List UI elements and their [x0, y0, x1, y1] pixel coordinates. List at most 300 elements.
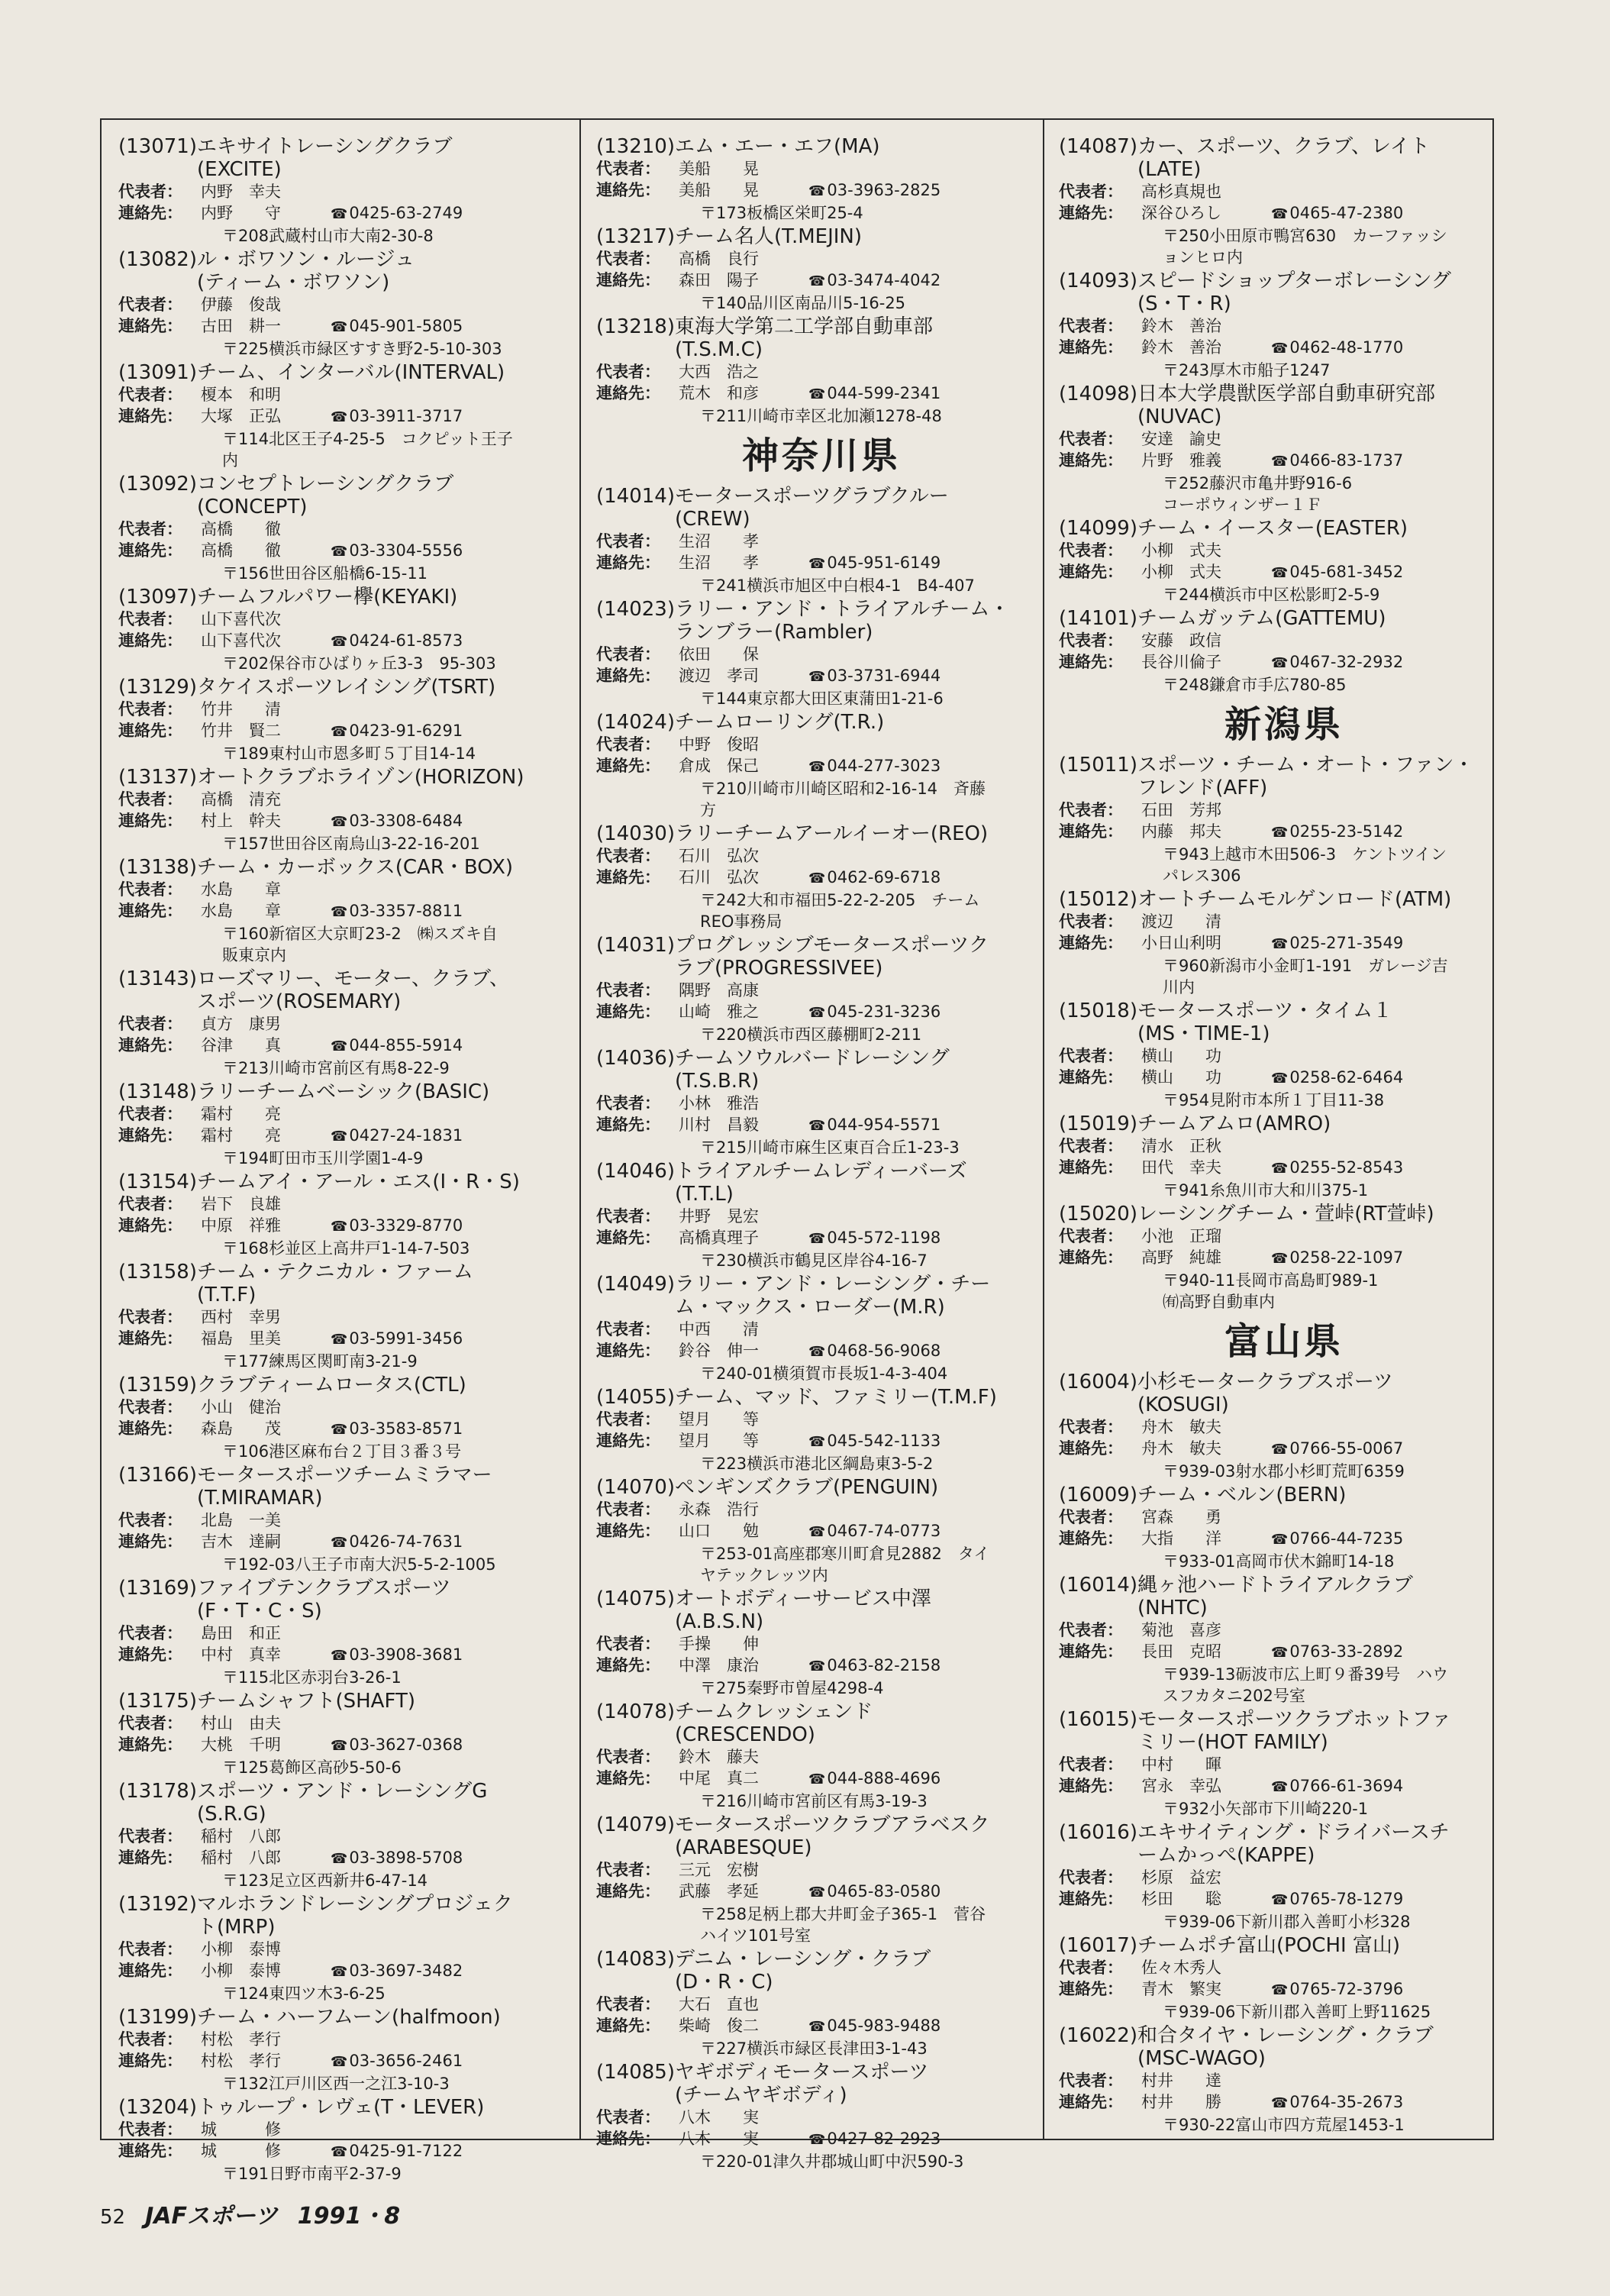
contact-name: 杉田 聡 — [1141, 1890, 1221, 1908]
representative-name: 鈴木 善治 — [1141, 317, 1221, 335]
contact-row — [118, 810, 569, 833]
club-code: (14049) — [596, 1273, 675, 1296]
contact-name: 小柳 式夫 — [1141, 563, 1221, 581]
representative-row — [1059, 1619, 1509, 1641]
representative-row — [596, 1859, 1047, 1881]
contact-row — [1059, 1775, 1509, 1798]
representative-row — [118, 1623, 569, 1644]
contact-row — [118, 1418, 569, 1441]
address: 〒275秦野市曽屋4298-4 — [700, 1679, 884, 1697]
representative-row — [1059, 2070, 1509, 2091]
club-title — [1059, 1821, 1509, 1867]
club-title — [118, 1464, 569, 1510]
club-entry — [1059, 607, 1509, 696]
contact-name: 森島 茂 — [201, 1419, 281, 1438]
representative-row — [596, 980, 1047, 1001]
club-entry — [1059, 754, 1509, 886]
representative-label: 代表者： — [1059, 1508, 1123, 1526]
representative-name: 石田 芳邦 — [1141, 801, 1221, 819]
club-title — [1059, 754, 1509, 799]
representative-row — [118, 1939, 569, 1960]
contact-row — [118, 202, 569, 225]
club-name: チームクレッシェンド (CRESCENDO) — [675, 1700, 873, 1746]
representative-label: 代表者： — [596, 363, 660, 381]
contact-row — [1059, 1978, 1509, 2001]
representative-row — [118, 518, 569, 540]
representative-label: 代表者： — [596, 1320, 660, 1339]
club-entry — [596, 485, 1047, 596]
representative-name: 西村 幸男 — [201, 1308, 281, 1326]
address: 〒225横浜市緑区すすき野2-5-10-303 — [222, 340, 502, 358]
club-title — [596, 225, 1047, 248]
contact-label: 連絡先： — [118, 407, 182, 425]
representative-name: 伊藤 俊哉 — [201, 295, 281, 314]
representative-name: 依田 保 — [679, 645, 759, 664]
club-entry — [118, 1080, 569, 1169]
representative-row — [596, 248, 1047, 270]
address: 〒115北区赤羽台3-26-1 — [222, 1668, 402, 1687]
representative-label: 代表者： — [596, 1094, 660, 1112]
club-name: チームアイ・アール・エス(I・R・S) — [197, 1171, 520, 1193]
representative-row — [1059, 1135, 1509, 1157]
club-code: (14024) — [596, 711, 675, 734]
representative-row — [596, 734, 1047, 755]
contact-row — [596, 1655, 1047, 1678]
representative-name: 高橋 徹 — [201, 520, 281, 538]
contact-label: 連絡先： — [596, 1522, 660, 1540]
contact-label: 連絡先： — [118, 1645, 182, 1664]
address: 〒933-01高岡市伏木錦町14-18 — [1163, 1552, 1395, 1571]
club-code: (13217) — [596, 225, 675, 248]
contact-row — [596, 1768, 1047, 1791]
prefecture-heading: 富山県 — [1224, 1320, 1344, 1363]
club-entry — [1059, 1203, 1509, 1313]
club-name: タケイスポーツレイシング(TSRT) — [197, 676, 496, 699]
club-code: (13082) — [118, 248, 197, 271]
contact-name: 村上 幹夫 — [201, 812, 281, 830]
club-entry — [596, 1813, 1047, 1946]
representative-name: 井野 晃宏 — [679, 1207, 759, 1226]
club-title — [596, 1587, 1047, 1633]
contact-row — [596, 867, 1047, 890]
contact-name: 内野 守 — [201, 204, 281, 222]
phone-number: ☎ 044-954-5571 — [808, 1114, 1047, 1137]
representative-name: 大西 浩之 — [679, 363, 759, 381]
contact-row — [118, 1531, 569, 1554]
phone-number: ☎ 045-681-3452 — [1271, 561, 1509, 584]
club-title — [1059, 1371, 1509, 1416]
club-name: オートクラブホライゾン(HORIZON) — [197, 766, 524, 789]
representative-row — [118, 1103, 569, 1125]
representative-label: 代表者： — [596, 160, 660, 178]
contact-name: 高野 純雄 — [1141, 1248, 1221, 1267]
club-code: (15011) — [1059, 754, 1137, 777]
club-title — [1059, 1934, 1509, 1957]
representative-label: 代表者： — [118, 295, 182, 314]
magazine-logo: JAFスポーツ — [145, 2203, 278, 2230]
contact-label: 連絡先： — [1059, 2093, 1123, 2111]
representative-label: 代表者： — [1059, 541, 1123, 560]
phone-number: ☎ 03-3583-8571 — [331, 1418, 569, 1441]
representative-label: 代表者： — [596, 1207, 660, 1226]
contact-name: 高橋真理子 — [679, 1229, 759, 1247]
representative-name: 横山 功 — [1141, 1047, 1221, 1065]
address: 〒932小矢部市下川崎220-1 — [1163, 1800, 1369, 1818]
club-title — [1059, 1484, 1509, 1506]
club-code: (16014) — [1059, 1574, 1137, 1597]
contact-row — [118, 2140, 569, 2163]
representative-name: 岩下 良雄 — [201, 1195, 281, 1213]
phone-number: ☎ 0258-22-1097 — [1271, 1247, 1509, 1270]
club-entry — [118, 1780, 569, 1891]
club-entry — [596, 1160, 1047, 1271]
phone-number: ☎ 0766-55-0067 — [1271, 1438, 1509, 1461]
club-entry — [1059, 270, 1509, 381]
club-name: ヤギボディモータースポーツ (チームヤギボディ) — [675, 2061, 929, 2107]
club-code: (14101) — [1059, 607, 1137, 630]
phone-number: ☎ 0468-56-9068 — [808, 1340, 1047, 1363]
club-title — [118, 1577, 569, 1623]
club-code: (13175) — [118, 1690, 197, 1713]
representative-row — [1059, 540, 1509, 561]
contact-name: 舟木 敏夫 — [1141, 1439, 1221, 1458]
address: 〒140品川区南品川5-16-25 — [700, 294, 906, 312]
contact-label: 連絡先： — [596, 271, 660, 289]
phone-number: ☎ 03-3731-6944 — [808, 665, 1047, 688]
representative-name: 杉原 益宏 — [1141, 1868, 1221, 1887]
representative-row — [118, 1306, 569, 1328]
club-code: (14087) — [1059, 135, 1137, 158]
representative-row — [1059, 911, 1509, 932]
contact-label: 連絡先： — [118, 1419, 182, 1438]
representative-label: 代表者： — [118, 182, 182, 201]
contact-label: 連絡先： — [1059, 204, 1123, 222]
address: 〒253-01高座郡寒川町倉見2882 タイ ヤテックレッツ内 — [700, 1545, 990, 1584]
contact-name: 長谷川倫子 — [1141, 653, 1221, 671]
phone-number: ☎ 0765-72-3796 — [1271, 1978, 1509, 2001]
phone-number: ☎ 0425-91-7122 — [331, 2140, 569, 2163]
club-code: (16004) — [1059, 1371, 1137, 1393]
representative-row — [118, 384, 569, 405]
address: 〒230横浜市鶴見区岸谷4-16-7 — [700, 1251, 928, 1270]
club-code: (16017) — [1059, 1934, 1137, 1957]
representative-name: 竹井 清 — [201, 700, 281, 719]
contact-label: 連絡先： — [596, 554, 660, 572]
club-code: (16016) — [1059, 1821, 1137, 1844]
contact-name: 宮永 幸弘 — [1141, 1777, 1221, 1795]
representative-name: 鈴木 藤夫 — [679, 1748, 759, 1766]
club-entry — [1059, 1821, 1509, 1933]
contact-row — [596, 1340, 1047, 1363]
contact-row — [596, 1430, 1047, 1453]
contact-label: 連絡先： — [596, 868, 660, 886]
phone-number: ☎ 0467-32-2932 — [1271, 651, 1509, 674]
club-title — [1059, 383, 1509, 428]
contact-label: 連絡先： — [1059, 563, 1123, 581]
contact-label: 連絡先： — [596, 1116, 660, 1134]
representative-label: 代表者： — [596, 1995, 660, 2013]
phone-number: ☎ 0427-82-2923 — [808, 2128, 1047, 2151]
phone-number: ☎ 0425-63-2749 — [331, 202, 569, 225]
address: 〒213川崎市宮前区有馬8-22-9 — [222, 1059, 450, 1077]
club-name: エム・エー・エフ(MA) — [675, 135, 880, 158]
contact-label: 連絡先： — [596, 1769, 660, 1787]
representative-row — [118, 609, 569, 630]
contact-label: 連絡先： — [118, 1036, 182, 1054]
club-entry — [596, 225, 1047, 314]
contact-label: 連絡先： — [1059, 1439, 1123, 1458]
prefecture-heading: 新潟県 — [1224, 703, 1344, 746]
contact-name: 望月 等 — [679, 1432, 759, 1450]
club-title — [596, 1386, 1047, 1409]
representative-name: 宮森 勇 — [1141, 1508, 1221, 1526]
contact-row — [596, 1881, 1047, 1904]
contact-label: 連絡先： — [596, 2017, 660, 2035]
representative-name: 小柳 泰博 — [201, 1940, 281, 1959]
club-entry — [596, 1047, 1047, 1158]
phone-number: ☎ 0766-61-3694 — [1271, 1775, 1509, 1798]
phone-number: ☎ 0765-78-1279 — [1271, 1888, 1509, 1911]
club-code: (14046) — [596, 1160, 675, 1183]
address: 〒216川崎市宮前区有馬3-19-3 — [700, 1792, 928, 1810]
address: 〒248鎌倉市手広780-85 — [1163, 676, 1347, 694]
club-title — [1059, 1112, 1509, 1135]
contact-label: 連絡先： — [1059, 451, 1123, 470]
contact-name: 内藤 邦夫 — [1141, 822, 1221, 841]
address: 〒211川崎市幸区北加瀬1278-48 — [700, 407, 942, 425]
club-code: (15018) — [1059, 999, 1137, 1022]
club-code: (13199) — [118, 2006, 197, 2029]
contact-name: 柴崎 俊二 — [679, 2017, 759, 2035]
club-name: チーム・イースター(EASTER) — [1137, 517, 1408, 540]
contact-row — [118, 1125, 569, 1148]
contact-label: 連絡先： — [118, 1532, 182, 1551]
contact-row — [1059, 651, 1509, 674]
club-entry — [596, 1386, 1047, 1474]
contact-row — [118, 1734, 569, 1757]
representative-name: 村井 達 — [1141, 2072, 1221, 2090]
contact-name: 鈴木 善治 — [1141, 338, 1221, 357]
contact-name: 武藤 孝延 — [679, 1882, 759, 1900]
club-name: ラリー・アンド・トライアルチーム・ ランブラー(Rambler) — [675, 598, 1010, 644]
contact-row — [596, 1520, 1047, 1543]
address: 〒930-22富山市四方荒屋1453-1 — [1163, 2116, 1405, 2134]
club-title — [118, 473, 569, 518]
club-name: 東海大学第二工学部自動車部 (T.S.M.C) — [675, 315, 934, 361]
address: 〒156世田谷区船橋6-15-11 — [222, 564, 428, 583]
phone-number: ☎ 0466-83-1737 — [1271, 450, 1509, 473]
club-title — [118, 2006, 569, 2029]
club-title — [1059, 888, 1509, 911]
club-name: 小杉モータークラブスポーツ (KOSUGI) — [1137, 1371, 1393, 1416]
representative-label: 代表者： — [118, 2030, 182, 2049]
representative-name: 菊池 喜彦 — [1141, 1621, 1221, 1639]
contact-name: 石川 弘次 — [679, 868, 759, 886]
club-name: カー、スポーツ、クラブ、レイト (LATE) — [1137, 135, 1430, 181]
club-code: (13138) — [118, 856, 197, 879]
address: 〒215川崎市麻生区東百合丘1-23-3 — [700, 1138, 960, 1157]
address: 〒106港区麻布台２丁目３番３号 — [222, 1442, 462, 1461]
contact-name: 荒木 和彦 — [679, 384, 759, 402]
phone-number: ☎ 03-3304-5556 — [331, 540, 569, 563]
club-title — [596, 822, 1047, 845]
address: 〒250小田原市鴨宮630 カーファッシ ョンヒロ内 — [1163, 227, 1447, 266]
representative-name: 安藤 政信 — [1141, 631, 1221, 650]
club-title — [1059, 1203, 1509, 1226]
contact-name: 長田 克昭 — [1141, 1642, 1221, 1661]
representative-label: 代表者： — [1059, 912, 1123, 931]
contact-name: 小日山利明 — [1141, 934, 1221, 952]
address: 〒189東村山市恩多町５丁目14-14 — [222, 744, 476, 763]
phone-number: ☎ 045-572-1198 — [808, 1227, 1047, 1250]
club-name: 縄ヶ池ハードトライアルクラブ (NHTC) — [1137, 1574, 1413, 1619]
representative-row — [118, 2119, 569, 2140]
club-entry — [596, 711, 1047, 821]
contact-row — [596, 179, 1047, 202]
club-entry — [1059, 888, 1509, 998]
club-entry — [1059, 1574, 1509, 1707]
representative-row — [118, 879, 569, 900]
address: 〒191日野市南平2-37-9 — [222, 2165, 402, 2183]
club-entry — [1059, 135, 1509, 268]
phone-number: ☎ 044-855-5914 — [331, 1035, 569, 1058]
club-entry — [1059, 1112, 1509, 1201]
contact-name: 中村 真幸 — [201, 1645, 281, 1664]
contact-row — [1059, 932, 1509, 955]
representative-label: 代表者： — [1059, 430, 1123, 448]
club-code: (15019) — [1059, 1112, 1137, 1135]
address: 〒220-01津久井郡城山町中沢590-3 — [700, 2152, 964, 2171]
club-entry — [1059, 1708, 1509, 1820]
contact-row — [596, 2015, 1047, 2038]
representative-name: 手操 伸 — [679, 1635, 759, 1653]
club-name: 和合タイヤ・レーシング・クラブ (MSC-WAGO) — [1137, 2024, 1434, 2070]
contact-name: 山口 勉 — [679, 1522, 759, 1540]
representative-name: 小柳 式夫 — [1141, 541, 1221, 560]
club-name: チームソウルバードレーシング (T.S.B.R) — [675, 1047, 950, 1093]
representative-name: 生沼 孝 — [679, 532, 759, 551]
club-code: (14083) — [596, 1948, 675, 1971]
representative-row — [596, 2107, 1047, 2128]
phone-number: ☎ 03-3963-2825 — [808, 179, 1047, 202]
club-title — [118, 1171, 569, 1193]
phone-number: ☎ 03-3697-3482 — [331, 1960, 569, 1983]
representative-label: 代表者： — [596, 735, 660, 754]
contact-label: 連絡先： — [596, 1229, 660, 1247]
club-code: (14079) — [596, 1813, 675, 1836]
contact-name: 生沼 孝 — [679, 554, 759, 572]
contact-row — [118, 405, 569, 428]
address: 〒240-01横須賀市長坂1-4-3-404 — [700, 1364, 948, 1383]
phone-number: ☎ 0462-69-6718 — [808, 867, 1047, 890]
club-name: ファイブテンクラブスポーツ (F・T・C・S) — [197, 1577, 451, 1623]
phone-number: ☎ 0424-61-8573 — [331, 630, 569, 653]
address: 〒941糸魚川市大和川375-1 — [1163, 1181, 1369, 1200]
club-code: (13210) — [596, 135, 675, 158]
representative-row — [1059, 1506, 1509, 1528]
representative-name: 内野 幸夫 — [201, 182, 281, 201]
representative-row — [118, 1713, 569, 1734]
address: 〒223横浜市港北区綱島東3-5-2 — [700, 1455, 934, 1473]
club-code: (13166) — [118, 1464, 197, 1487]
club-code: (13148) — [118, 1080, 197, 1103]
club-title — [118, 856, 569, 879]
representative-name: 三元 宏樹 — [679, 1861, 759, 1879]
representative-name: 清水 正秋 — [1141, 1137, 1221, 1155]
contact-row — [118, 900, 569, 923]
column-1 — [118, 135, 569, 2186]
column-3 — [1059, 135, 1509, 2137]
club-name: ラリー・アンド・レーシング・チー ム・マックス・ローダー(M.R) — [675, 1273, 991, 1319]
address: 〒114北区王子4-25-5 コクピット王子 内 — [222, 430, 513, 470]
phone-number: ☎ 0426-74-7631 — [331, 1531, 569, 1554]
club-code: (13137) — [118, 766, 197, 789]
representative-row — [596, 1633, 1047, 1655]
contact-name: 小柳 泰博 — [201, 1962, 281, 1980]
representative-name: 北島 一美 — [201, 1511, 281, 1529]
club-code: (13218) — [596, 315, 675, 338]
club-name: エキサイティング・ドライバースチ ームかっぺ(KAPPE) — [1137, 1821, 1450, 1867]
club-code: (13178) — [118, 1780, 197, 1803]
representative-label: 代表者： — [1059, 1047, 1123, 1065]
club-entry — [118, 1171, 569, 1259]
representative-label: 代表者： — [1059, 801, 1123, 819]
representative-row — [596, 361, 1047, 383]
representative-row — [596, 845, 1047, 867]
club-name: チーム、マッド、ファミリー(T.M.F) — [675, 1386, 997, 1409]
representative-name: 榎本 和明 — [201, 386, 281, 404]
representative-name: 島田 和正 — [201, 1624, 281, 1642]
representative-label: 代表者： — [1059, 182, 1123, 201]
representative-row — [1059, 1416, 1509, 1438]
club-entry — [118, 1261, 569, 1372]
contact-label: 連絡先： — [118, 1329, 182, 1348]
contact-name: 水島 章 — [201, 902, 281, 920]
contact-name: 片野 雅義 — [1141, 451, 1221, 470]
club-code: (14070) — [596, 1476, 675, 1499]
club-name: チームガッテム(GATTEMU) — [1137, 607, 1386, 630]
representative-row — [1059, 1754, 1509, 1775]
club-entry — [118, 856, 569, 966]
club-entry — [118, 2006, 569, 2094]
column-divider — [579, 120, 581, 2139]
representative-row — [118, 789, 569, 810]
contact-name: 美船 晃 — [679, 181, 759, 199]
club-entry — [596, 1587, 1047, 1699]
representative-name: 村山 由夫 — [201, 1714, 281, 1732]
phone-number: ☎ 03-3911-3717 — [331, 405, 569, 428]
contact-label: 連絡先： — [596, 1656, 660, 1674]
contact-row — [596, 1227, 1047, 1250]
phone-number: ☎ 0463-82-2158 — [808, 1655, 1047, 1678]
club-name: モータースポーツクラブホットファ ミリー(HOT FAMILY) — [1137, 1708, 1452, 1754]
contact-label: 連絡先： — [118, 722, 182, 740]
contact-label: 連絡先： — [118, 1736, 182, 1754]
contact-name: 大桃 千明 — [201, 1736, 281, 1754]
contact-row — [1059, 821, 1509, 844]
club-code: (16009) — [1059, 1484, 1137, 1506]
representative-label: 代表者： — [1059, 1868, 1123, 1887]
representative-row — [118, 1826, 569, 1847]
phone-number: ☎ 045-951-6149 — [808, 552, 1047, 575]
representative-row — [596, 531, 1047, 552]
club-name: モータースポーツクラブアラベスク (ARABESQUE) — [675, 1813, 990, 1859]
phone-number: ☎ 03-3474-4042 — [808, 270, 1047, 292]
club-code: (15020) — [1059, 1203, 1137, 1226]
phone-number: ☎ 0427-24-1831 — [331, 1125, 569, 1148]
representative-name: 水島 章 — [201, 880, 281, 899]
club-code: (14031) — [596, 934, 675, 957]
